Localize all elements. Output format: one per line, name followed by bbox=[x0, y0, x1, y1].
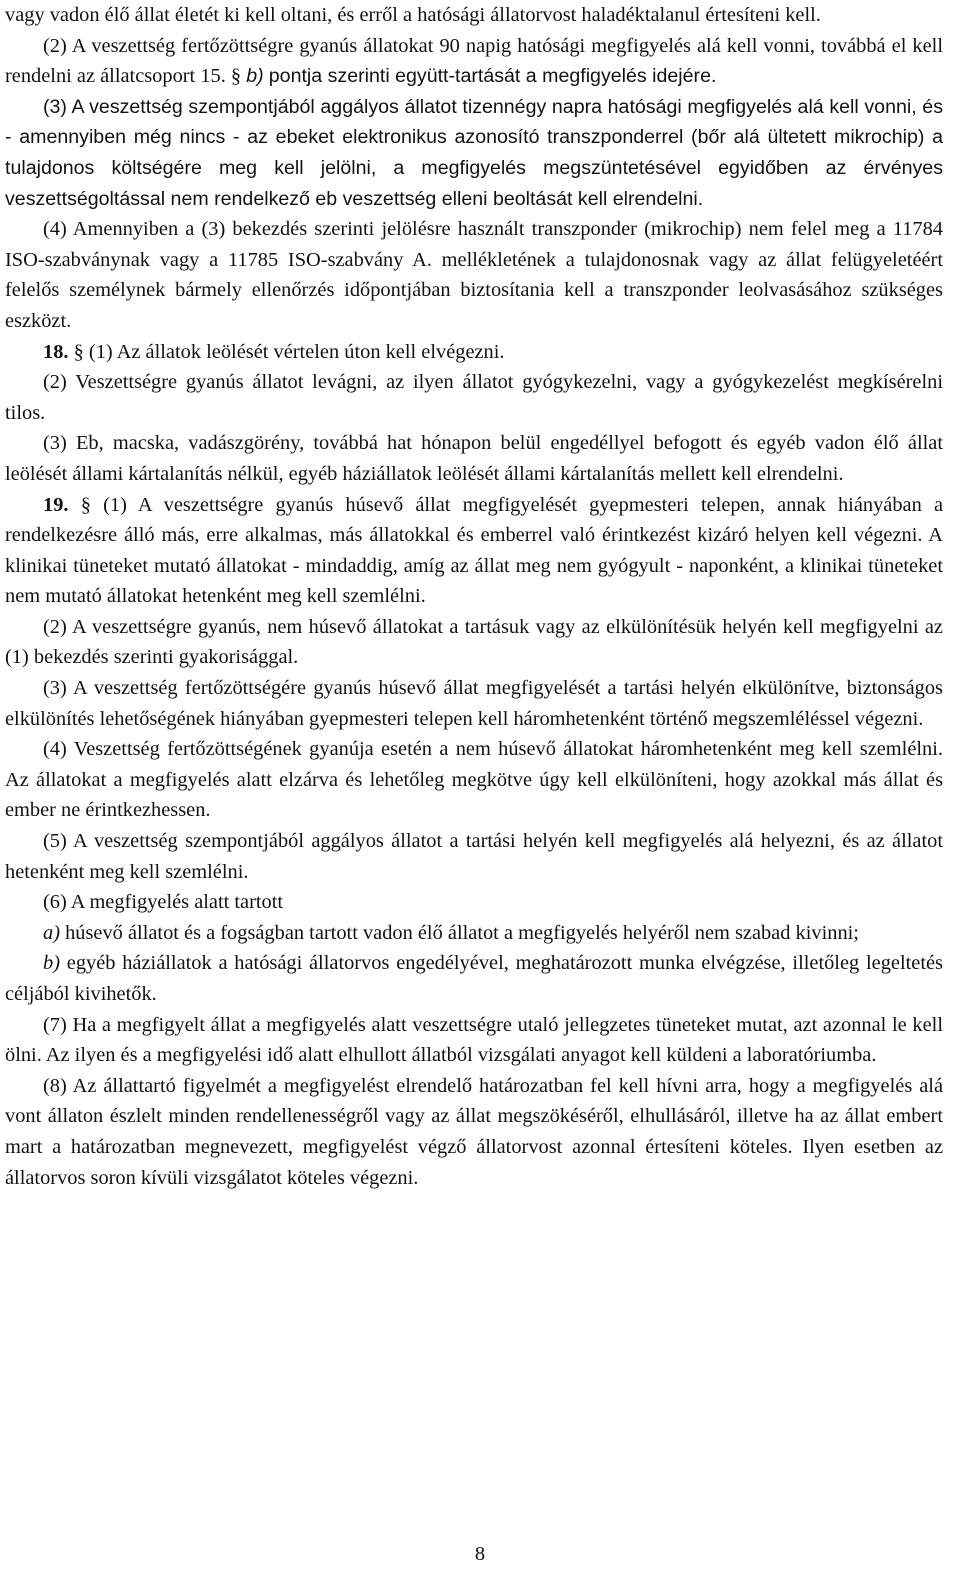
paragraph-19-7: (7) Ha a megfigyelt állat a megfigyelés alatt veszettségre utaló jellegzetes tüneteket mutat, azt azonnal le kell ölni. Az ilyen és a megfigyelési idő alatt elhullott állatból vizsgálati anyagot kell küldeni a laboratóriumba. bbox=[5, 1013, 943, 1067]
paragraph-19-1-text: (1) A veszettségre gyanús húsevő állat megfigyelését gyepmesteri telepen, annak hiányában a rendelkezésre álló más, erre alkalmas, más állatokkal és emberrel való érintkezést kizáró helyen kell végezni. A klinikai tüneteket mutató állatokat - mindaddig, amíg az állat meg nem gyógyult - naponként, a klinikai tüneteket nem mutató állatokat hetenként meg kell szemlélni. bbox=[5, 493, 944, 608]
paragraph-19-6-a bbox=[5, 918, 943, 949]
section-sign: § bbox=[230, 65, 242, 88]
section-sign: § bbox=[73, 340, 84, 363]
paragraph-intro: vagy vadon élő állat életét ki kell oltani, és erről a hatósági állatorvost haladéktalanul értesíteni kell. bbox=[5, 4, 821, 26]
point-reference-b: b) bbox=[246, 65, 264, 88]
paragraph-17-3: (3) A veszettség szempontjából aggályos állatot tizennégy napra hatósági megfigyelés alá kell vonni, és - amennyiben még nincs - az ebeket elektronikus azonosító transzponderrel (bőr alá ültetett mikrochip) a tulajdonos költségére meg kell jelölni, a megfigyelés megszüntetésével egyidőben az érvényes veszettségoltással nem rendelkező eb veszettség elleni beoltását kell elrendelni. bbox=[5, 95, 943, 210]
paragraph-18-1-text: (1) Az állatok leölését vértelen úton kell elvégezni. bbox=[88, 340, 505, 363]
paragraph-18-3: (3) Eb, macska, vadászgörény, továbbá hat hónapon belül engedéllyel befogott és egyéb vadon élő állat leölését állami kártalanítás nélkül, egyéb háziállatok leölését állami kártalanítás mellett kell elrendelni. bbox=[5, 432, 943, 485]
point-a-text: húsevő állatot és a fogságban tartott vadon élő állatot a megfigyelés helyéről nem szabad kivinni; bbox=[65, 921, 859, 944]
point-label-b: b) bbox=[43, 952, 60, 975]
paragraph-18-1 bbox=[5, 337, 943, 368]
paragraph-19-6: (6) A megfigyelés alatt tartott bbox=[43, 891, 284, 914]
point-b-text: egyéb háziállatok a hatósági állatorvos engedélyével, meghatározott munka elvégzése, illetőleg legeltetés céljából kivihetők. bbox=[5, 952, 943, 1005]
section-number-18: 18. bbox=[43, 340, 69, 363]
paragraph-17-2 bbox=[5, 31, 943, 92]
paragraph-19-3: (3) A veszettség fertőzöttségére gyanús húsevő állat megfigyelését a tartási helyén elkülönítve, biztonságos elkülönítés lehetőségének hiányában gyepmesteri telepen kell háromhetenként történő megszemléléssel végezni. bbox=[5, 677, 943, 730]
document-page bbox=[5, 0, 943, 1193]
paragraph-17-2-text-cont: pontja szerinti együtt-tartását a megfigyelés idejére. bbox=[268, 65, 717, 88]
paragraph-19-1 bbox=[5, 490, 943, 612]
paragraph-17-2-text: (2) A veszettség fertőzöttségre gyanús állatokat 90 napig hatósági megfigyelés alá kell vonni, továbbá el kell rendelni az állatcsoport 15. bbox=[5, 34, 943, 88]
paragraph-18-2: (2) Veszettségre gyanús állatot levágni, az ilyen állatot gyógykezelni, vagy a gyógykezelést megkísérelni tilos. bbox=[5, 371, 943, 424]
paragraph-19-4: (4) Veszettség fertőzöttségének gyanúja esetén a nem húsevő állatokat háromhetenként meg kell szemlélni. Az állatokat a megfigyelés alatt elzárva és lehetőleg megkötve úgy kell elkülöníteni, hogy azokkal más állat és ember ne érintkezhessen. bbox=[5, 738, 943, 822]
section-sign: § bbox=[80, 493, 91, 516]
paragraph-19-8: (8) Az állattartó figyelmét a megfigyelést elrendelő határozatban fel kell hívni arra, hogy a megfigyelés alá vont állaton észlelt minden rendellenességről vagy az állat megszökéséről, elhullásáról, illetve ha az állat embert mart a határozatban megnevezett, megfigyelést végző állatorvost azonnal értesíteni köteles. Ilyen esetben az állatorvos soron kívüli vizsgálatot köteles végezni. bbox=[5, 1074, 943, 1189]
page-number: 8 bbox=[474, 1543, 486, 1565]
point-label-a: a) bbox=[43, 921, 60, 944]
paragraph-19-2: (2) A veszettségre gyanús, nem húsevő állatokat a tartásuk vagy az elkülönítésük helyén kell megfigyelni az (1) bekezdés szerinti gyakorisággal. bbox=[5, 615, 943, 669]
paragraph-19-5: (5) A veszettség szempontjából aggályos állatot a tartási helyén kell megfigyelés alá helyezni, és az állatot hetenként meg kell szemlélni. bbox=[5, 830, 943, 883]
section-number-19: 19. bbox=[43, 493, 69, 516]
paragraph-19-6-b bbox=[5, 948, 943, 1009]
paragraph-17-4: (4) Amennyiben a (3) bekezdés szerinti jelölésre használt transzponder (mikrochip) nem felel meg a 11784 ISO-szabványnak vagy a 11785 ISO-szabvány A. mellékletének a tulajdonosnak vagy az állat felügyeletéért felelős személynek bármely ellenőrzés időpontjában biztosítania kell a transzponder leolvasásához szükséges eszközt. bbox=[5, 218, 943, 332]
